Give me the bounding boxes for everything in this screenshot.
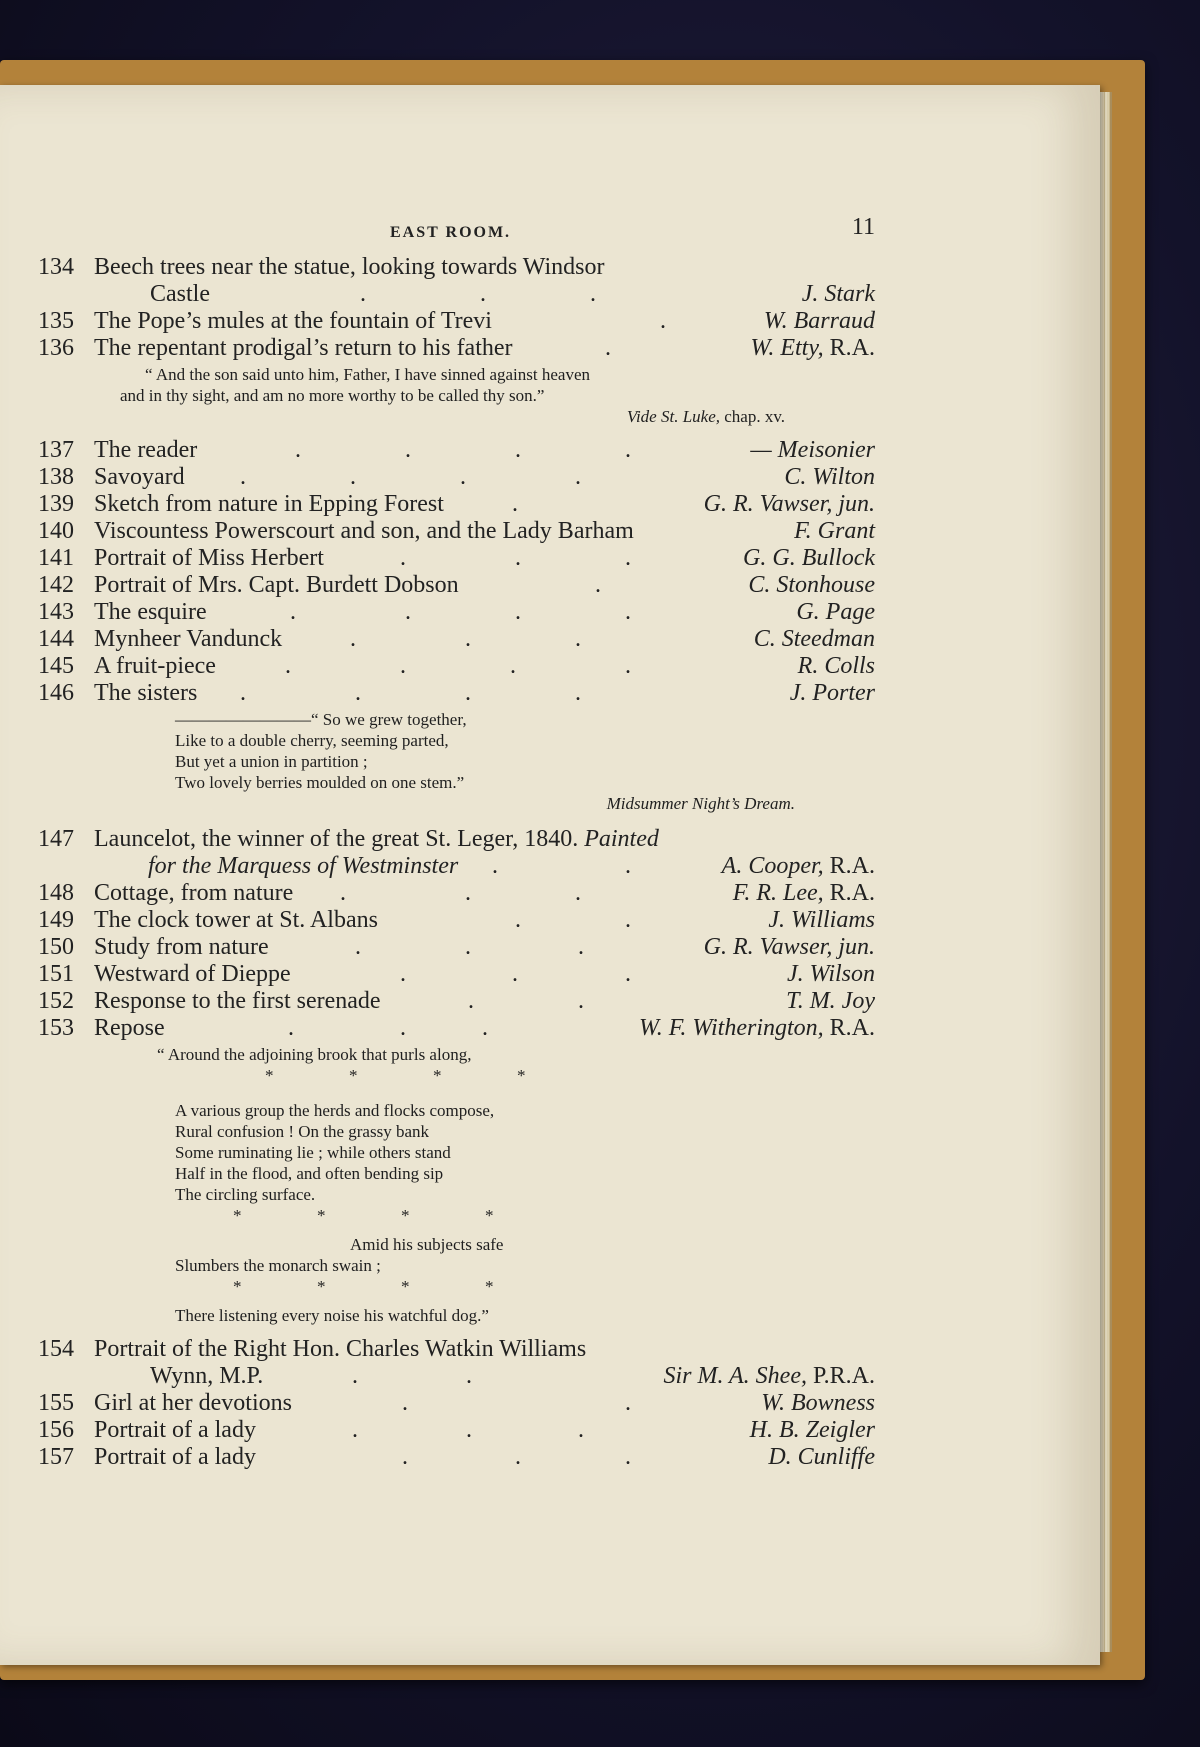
page-number: 11: [851, 214, 875, 240]
entry-title: Beech trees near the statue, looking towards Windsor: [94, 254, 605, 280]
entry-title: Westward of Dieppe: [94, 961, 291, 987]
quote-citation: Midsummer Night’s Dream.: [606, 794, 795, 813]
leader-dots: .: [512, 491, 518, 517]
catalogue-entry-152: [30, 988, 875, 1015]
entry-number: 144: [38, 626, 74, 652]
entry-artist: R. Colls: [797, 653, 875, 679]
quote-line: Like to a double cherry, seeming parted,: [175, 731, 449, 750]
leader-dots: . . .: [340, 880, 581, 906]
quote-line: “ And the son said unto him, Father, I have sinned against heaven: [145, 365, 590, 384]
entry-title: The sisters: [94, 680, 198, 706]
catalogue-entry-151: [30, 961, 875, 988]
entry-number: 147: [38, 826, 74, 852]
quote-line: “ Around the adjoining brook that purls along,: [157, 1045, 472, 1064]
quotation-153: [30, 1044, 875, 1326]
quote-line: and in thy sight, and am no more worthy to be called thy son.”: [120, 386, 545, 405]
leader-dots: . . .: [350, 626, 581, 652]
entry-number: 139: [38, 491, 74, 517]
entry-title-continued: Castle: [150, 281, 210, 307]
catalogue-entry-134: [30, 254, 875, 308]
catalogue-entry-141: [30, 545, 875, 572]
quote-line: Rural confusion ! On the grassy bank: [175, 1122, 430, 1141]
entry-number: 134: [38, 254, 74, 280]
entry-number: 152: [38, 988, 74, 1014]
catalogue-entry-148: [30, 880, 875, 907]
entry-title: Cottage, from nature: [94, 880, 294, 906]
entry-artist: J. Stark: [801, 281, 875, 307]
leader-dots: . . .: [288, 1015, 488, 1041]
quote-line: But yet a union in partition ;: [175, 752, 368, 771]
entry-number: 151: [38, 961, 74, 987]
quotation-136: [30, 364, 875, 427]
entry-artist: W. Barraud: [763, 308, 875, 334]
entry-title: Mynheer Vandunck: [94, 626, 283, 652]
leader-dots: . . . .: [290, 599, 631, 625]
entry-title-continued: for the Marquess of Westminster: [148, 853, 459, 879]
quote-line: ————————“ So we grew together,: [175, 710, 467, 729]
leader-dots: . .: [492, 853, 631, 879]
entry-artist: F. Grant: [794, 518, 875, 544]
leader-dots: . . .: [400, 545, 631, 571]
entry-title: Study from nature: [94, 934, 269, 960]
quote-line: Slumbers the monarch swain ;: [175, 1256, 381, 1275]
catalogue-entry-140: [30, 518, 875, 545]
catalogue-entry-144: [30, 626, 875, 653]
entry-title: The esquire: [94, 599, 207, 625]
entry-artist: G. G. Bullock: [743, 545, 875, 571]
quote-line: The circling surface.: [175, 1185, 316, 1204]
leader-dots: . . .: [360, 281, 596, 307]
entry-title: Portrait of the Right Hon. Charles Watkin Williams: [94, 1336, 587, 1362]
entry-title: Repose: [94, 1015, 165, 1041]
entry-title: A fruit-piece: [94, 653, 216, 679]
quote-line: Half in the flood, and often bending sip: [175, 1164, 444, 1183]
entry-artist: T. M. Joy: [786, 988, 875, 1014]
catalogue-entry-142: [30, 572, 875, 599]
leader-dots: . . . .: [295, 437, 631, 463]
entry-artist: H. B. Zeigler: [749, 1417, 875, 1443]
entry-title-continued: Wynn, M.P.: [150, 1363, 264, 1389]
catalogue-entry-153: [30, 1015, 875, 1042]
entry-artist: G. Page: [796, 599, 875, 625]
leader-dots: . . . .: [240, 680, 581, 706]
leader-dots: .: [660, 308, 666, 334]
stars-divider: * * * *: [233, 1206, 494, 1225]
catalogue-entry-143: [30, 599, 875, 626]
stars-divider: * * * *: [233, 1277, 494, 1296]
entry-number: 145: [38, 653, 74, 679]
entry-number: 138: [38, 464, 74, 490]
catalogue-entry-146: [30, 680, 875, 707]
entry-artist: — Meisonier: [750, 437, 875, 463]
entry-artist: G. R. Vawser, jun.: [703, 934, 875, 960]
entry-title: The clock tower at St. Albans: [94, 907, 378, 933]
entry-artist: W. Etty, R.A.: [750, 335, 875, 361]
leader-dots: . . .: [355, 934, 584, 960]
entry-artist: W. F. Witherington, R.A.: [638, 1015, 875, 1041]
entry-artist: C. Stonhouse: [748, 572, 875, 598]
catalogue-entry-139: [30, 491, 875, 518]
entry-title: The repentant prodigal’s return to his father: [94, 335, 513, 361]
entry-number: 157: [38, 1444, 74, 1470]
entry-title: Savoyard: [94, 464, 185, 490]
catalogue-entry-154: [30, 1336, 875, 1390]
entry-number: 148: [38, 880, 74, 906]
entry-number: 140: [38, 518, 74, 544]
entry-title: Sketch from nature in Epping Forest: [94, 491, 444, 517]
leader-dots: . . .: [400, 961, 631, 987]
catalogue-entry-137: [30, 437, 875, 464]
entry-title: Portrait of Miss Herbert: [94, 545, 324, 571]
entry-artist: A. Cooper, R.A.: [721, 853, 875, 879]
leader-dots: .: [595, 572, 601, 598]
page-header: [30, 210, 875, 254]
entry-number: 142: [38, 572, 74, 598]
catalogue-entry-155: [30, 1390, 875, 1417]
entry-number: 154: [38, 1336, 74, 1362]
catalogue-entry-145: [30, 653, 875, 680]
entry-title: Girl at her devotions: [94, 1390, 292, 1416]
entry-artist: Sir M. A. Shee, P.R.A.: [663, 1363, 875, 1389]
catalogue-entry-156: [30, 1417, 875, 1444]
entry-number: 135: [38, 308, 74, 334]
leader-dots: . . .: [402, 1444, 631, 1470]
leader-dots: . .: [468, 988, 584, 1014]
leader-dots: . .: [352, 1363, 472, 1389]
quote-line: Some ruminating lie ; while others stand: [175, 1143, 451, 1162]
catalogue-entry-150: [30, 934, 875, 961]
running-head: EAST ROOM.: [390, 224, 512, 241]
quote-citation: Vide St. Luke, chap. xv.: [626, 407, 785, 426]
entry-artist: J. Porter: [789, 680, 875, 706]
entry-number: 153: [38, 1015, 74, 1041]
entry-artist: C. Wilton: [784, 464, 875, 490]
quote-line: Two lovely berries moulded on one stem.”: [175, 773, 465, 792]
entry-artist: F. R. Lee, R.A.: [732, 880, 875, 906]
leader-dots: . . . .: [285, 653, 631, 679]
entry-number: 141: [38, 545, 74, 571]
entry-number: 136: [38, 335, 74, 361]
leader-dots: . .: [515, 907, 631, 933]
catalogue-entry-136: [30, 335, 875, 362]
catalogue-entry-138: [30, 464, 875, 491]
entry-artist: D. Cunliffe: [768, 1444, 875, 1470]
entry-artist: C. Steedman: [753, 626, 875, 652]
catalogue-entry-149: [30, 907, 875, 934]
entry-title: The Pope’s mules at the fountain of Trevi: [94, 308, 492, 334]
entry-number: 137: [38, 437, 74, 463]
entry-number: 156: [38, 1417, 74, 1443]
entry-artist: J. Williams: [768, 907, 875, 933]
catalogue-entry-147: [30, 826, 875, 880]
entry-artist: J. Wilson: [787, 961, 875, 987]
entry-title: Viscountess Powerscourt and son, and the Lady Barham: [94, 518, 634, 544]
quote-line: A various group the herds and flocks compose,: [175, 1101, 495, 1120]
leader-dots: . .: [402, 1390, 631, 1416]
entry-title: Portrait of Mrs. Capt. Burdett Dobson: [94, 572, 459, 598]
entry-artist: G. R. Vawser, jun.: [703, 491, 875, 517]
leader-dots: .: [605, 335, 611, 361]
entry-number: 149: [38, 907, 74, 933]
entry-number: 150: [38, 934, 74, 960]
quote-line: Amid his subjects safe: [350, 1235, 504, 1254]
catalogue-entry-135: [30, 308, 875, 335]
entry-number: 146: [38, 680, 74, 706]
entry-title: Launcelot, the winner of the great St. Leger, 1840. Painted: [94, 826, 659, 852]
entry-title: The reader: [94, 437, 198, 463]
leader-dots: . . . .: [240, 464, 581, 490]
entry-number: 143: [38, 599, 74, 625]
quote-line: There listening every noise his watchful dog.”: [175, 1306, 489, 1325]
entry-artist: W. Bowness: [761, 1390, 875, 1416]
stars-divider: * * * *: [265, 1066, 526, 1085]
entry-number: 155: [38, 1390, 74, 1416]
entry-title: Portrait of a lady: [94, 1417, 256, 1443]
leader-dots: . . .: [352, 1417, 584, 1443]
entry-title: Response to the first serenade: [94, 988, 381, 1014]
quotation-146: [30, 709, 875, 814]
page-content: [30, 210, 875, 1471]
entry-title: Portrait of a lady: [94, 1444, 256, 1470]
catalogue-entry-157: [30, 1444, 875, 1471]
